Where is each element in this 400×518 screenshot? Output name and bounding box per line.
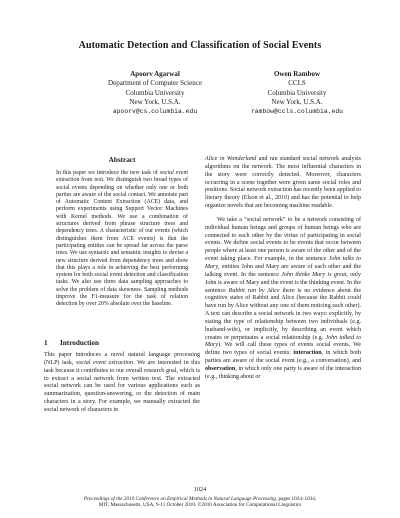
paper-title: Automatic Detection and Classification of Social Events: [78, 40, 322, 51]
section-number: 1: [44, 339, 48, 347]
author-university: Columbia University: [267, 88, 327, 97]
proceedings-footer: Proceedings of the 2010 Conference on Empirical Methods in Natural Language Processing, pages 1024–1034, MIT, Massachusetts, USA, 9-11 October 2010. ©2010 Association for Computational Linguistics: [83, 496, 317, 509]
abstract-text: In this paper we introduce the new task of social event extraction from text. We distinguish two broad types of social events depending on whether only one or both parties are aware of the social contact. We annotate part of Automatic Content Extraction (ACE) data, and perform experiments using Support Vector Machines with Kernel methods. We use a combination of structures derived from phrase structure trees and dependency trees. A characteristic of our events (which distinguishes them from ACE events) is that the participating entities can be spread far across the parse trees. We use syntactic and semantic insights to devise a new structure derived from dependency trees and show that this plays a role in achieving the best performing system for both social event detection and classification tasks. We also use three data sampling approaches to solve the problem of data skewness. Sampling methods improve the F1-measure for the task of relation detection by over 20% absolute over the baseline.: [56, 170, 188, 308]
author-department: CCLS: [288, 79, 306, 88]
author-email: apoorv@cs.columbia.edu: [112, 108, 198, 116]
author-name: Apoorv Agarwal: [130, 70, 180, 78]
author-name: Owen Rambow: [273, 70, 321, 78]
author-block-1: [80, 70, 230, 116]
abstract-heading: Abstract: [108, 156, 136, 164]
paragraph: We take a “social network” to be a network consisting of individual human beings and groups of human beings who are connected to each other by the virtue of participating in social events. We define social events to be events that occur between people where at least one person is aware of the other and of the event taking place. For example, in the sentence John talks to Mary, entities John and Mary are aware of each other and the talking event. In the sentence John thinks Mary is great, only John is aware of Mary and the event is the thinking event. In the sentence Rabbit ran by Alice there is no evidence about the cognitive states of Rabbit and Alice (because the Rabbit could have run by Alice without any one of them noticing each other). A text can describe a social network in two ways: explicitly, by stating the type of relationship between two individuals (e.g. husband-wife), or implicitly, by describing an event which creates or perpetuates a social relationship (e.g. John talked to Mary). We will call these types of events social events. We define two types of social events: interaction, in which both parties are aware of the social event (e.g., a conversation), and observation, in which only one party is aware of the interaction (e.g., thinking about or: [205, 216, 362, 380]
author-city: New York, U.S.A.: [271, 97, 323, 106]
section-title: Introduction: [60, 339, 100, 347]
author-university: Columbia University: [125, 88, 185, 97]
author-email: rambow@ccls.columbia.edu: [250, 108, 344, 116]
section-heading-introduction: [44, 339, 99, 347]
author-department: Department of Computer Science: [108, 79, 202, 88]
page-number: 1024: [193, 486, 207, 493]
right-column-text: [205, 156, 361, 382]
author-city: New York, U.S.A.: [129, 97, 181, 106]
introduction-text: This paper introduces a novel natural language processing (NLP) task, social event extraction. We are interested in this task because it contributes to our overall research goal, which is to extract a social network from written text. The extracted social network can be used for various applications such as summarization, question-answering, or the detection of main characters in a story. For example, we manually extracted the social network of characters in: [44, 352, 200, 413]
paragraph: Alice in Wonderland and ran standard social network analysis algorithms on the network. The most influential characters in the story were correctly detected. Moreover, characters occurring in a scene together were given same social roles and positions. Social network extraction has recently been applied to literary theory (Elson et al., 2010) and has the potential to help organize novels that are becoming machine readable.: [205, 156, 361, 210]
author-block-2: [222, 70, 372, 116]
